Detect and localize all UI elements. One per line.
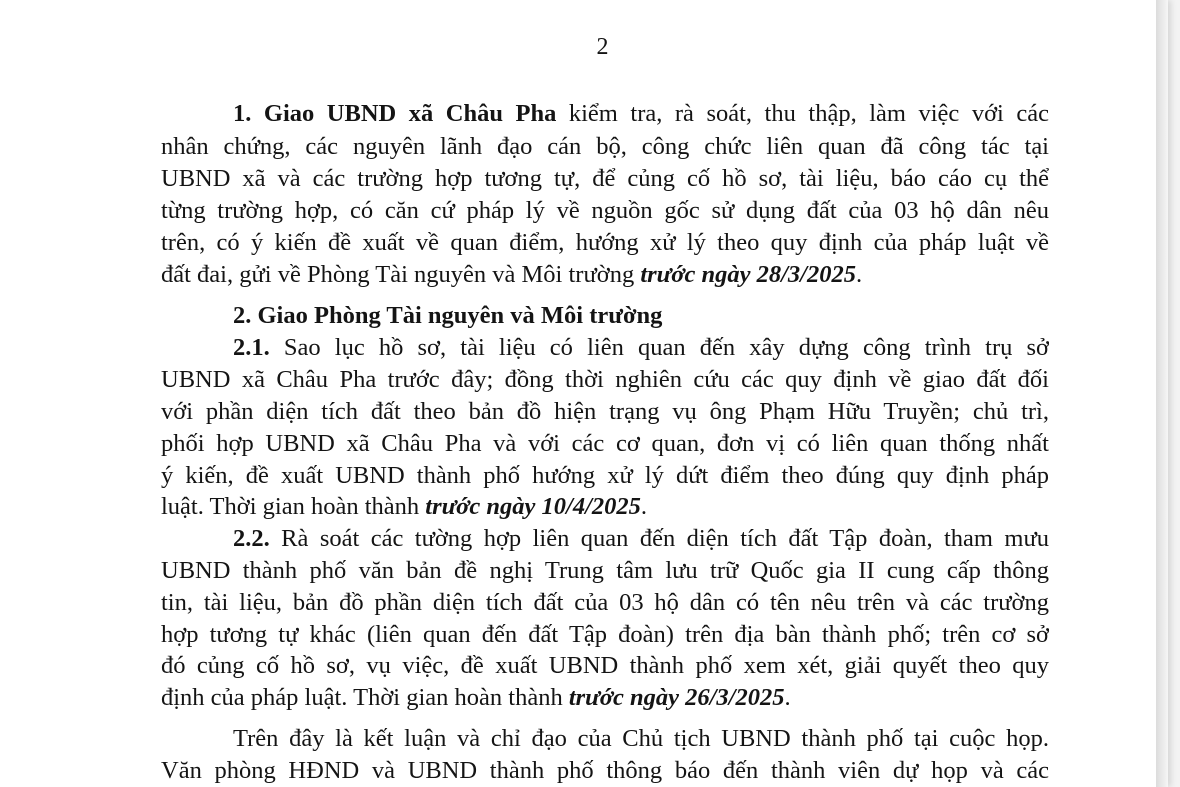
para21-line4: phối hợp UBND xã Châu Pha và với các cơ quan, đơn vị có liên quan thống nhất	[161, 430, 1049, 457]
para1-line6: đất đai, gửi về Phòng Tài nguyên và Môi trường trước ngày 28/3/2025.	[161, 261, 863, 288]
para1-line3: UBND xã và các trường hợp tương tự, để củng cố hồ sơ, tài liệu, báo cáo cụ thể	[161, 165, 1049, 192]
para1-deadline: trước ngày 28/3/2025	[640, 261, 856, 288]
page-number: 2	[596, 34, 609, 60]
para22-line4: hợp tương tự khác (liên quan đến đất Tập đoàn) trên địa bàn thành phố; trên cơ sở	[161, 621, 1049, 648]
para22-deadline: trước ngày 26/3/2025	[568, 684, 785, 711]
para1-lead: 1. Giao UBND xã Châu Pha	[233, 100, 557, 127]
para3-line1: Trên đây là kết luận và chỉ đạo của Chủ tịch UBND thành phố tại cuộc họp.	[233, 725, 1049, 752]
para22-lead: 2.2.	[233, 525, 270, 552]
para1-line5: trên, có ý kiến đề xuất về quan điểm, hướng xử lý theo quy định của pháp luật về	[161, 229, 1049, 256]
para21-line5: ý kiến, đề xuất UBND thành phố hướng xử lý dứt điểm theo đúng quy định pháp	[161, 462, 1049, 489]
para21-line1: 2.1. Sao lục hồ sơ, tài liệu có liên quan đến xây dựng công trình trụ sở	[233, 334, 1049, 361]
para21-deadline: trước ngày 10/4/2025	[425, 493, 641, 520]
para1-line2: nhân chứng, các nguyên lãnh đạo cán bộ, công chức liên quan đã công tác tại	[161, 133, 1049, 160]
para1-line1: 1. Giao UBND xã Châu Pha kiểm tra, rà soát, thu thập, làm việc với các	[233, 100, 1049, 127]
para21-line2: UBND xã Châu Pha trước đây; đồng thời nghiên cứu các quy định về giao đất đối	[161, 366, 1049, 393]
para21-line6: luật. Thời gian hoàn thành trước ngày 10/4/2025.	[161, 493, 648, 520]
para22-line1: 2.2. Rà soát các tường hợp liên quan đến diện tích đất Tập đoàn, tham mưu	[233, 525, 1049, 552]
para21-line3: với phần diện tích đất theo bản đồ hiện trạng vụ ông Phạm Hữu Truyền; chủ trì,	[161, 398, 1049, 425]
para22-line5: đó củng cố hồ sơ, vụ việc, đề xuất UBND thành phố xem xét, giải quyết theo quy	[161, 652, 1049, 679]
para1-line4: từng trường hợp, có căn cứ pháp lý về nguồn gốc sử dụng đất của 03 hộ dân nêu	[161, 197, 1049, 224]
para21-lead: 2.1.	[233, 334, 270, 361]
para22-line3: tin, tài liệu, bản đồ phần diện tích đất của 03 hộ dân có tên nêu trên và các trường	[161, 589, 1049, 616]
para22-line6: định của pháp luật. Thời gian hoàn thành trước ngày 26/3/2025.	[161, 684, 791, 711]
para3-line2: Văn phòng HĐND và UBND thành phố thông báo đến thành viên dự họp và các	[161, 757, 1049, 784]
para22-line2: UBND thành phố văn bản đề nghị Trung tâm lưu trữ Quốc gia II cung cấp thông	[161, 557, 1049, 584]
page-edge	[1156, 0, 1168, 787]
para2-heading: 2. Giao Phòng Tài nguyên và Môi trường	[233, 302, 663, 329]
